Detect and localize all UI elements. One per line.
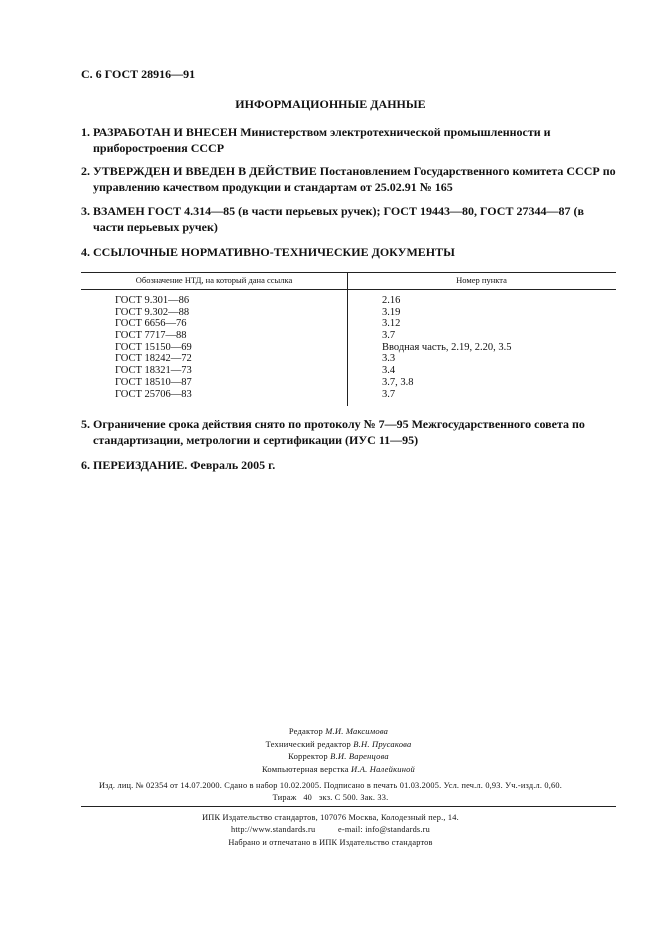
table-cell-clause: 3.12 xyxy=(382,318,401,330)
table-cell-document: ГОСТ 6656—76 xyxy=(115,318,187,330)
item-number: 3. xyxy=(81,204,90,218)
info-item-4 xyxy=(81,244,617,260)
table-cell-clause: 3.3 xyxy=(382,353,396,365)
credits-block xyxy=(0,725,661,775)
item-text: Ограничение срока действия снято по протоколу № 7—95 Межгосударственного совета по стандартизации, метрологии и сертификации (ИУС 11—95) xyxy=(93,417,585,447)
table-cell-clause: 2.16 xyxy=(382,295,401,306)
table-header-clause: Номер пункта xyxy=(456,275,507,285)
table-cell-document: ГОСТ 7717—88 xyxy=(115,330,187,342)
table-column-clauses xyxy=(382,295,512,400)
reference-table xyxy=(81,272,616,406)
publisher-contacts: http://www.standards.ru e-mail: info@standards.ru xyxy=(231,825,430,835)
credit-role: Компьютерная верстка xyxy=(261,763,349,774)
item-number: 4. xyxy=(81,245,90,259)
document-title: ИНФОРМАЦИОННЫЕ ДАННЫЕ xyxy=(235,97,426,111)
item-lead: ВЗАМЕН xyxy=(93,204,145,218)
table-top-rule xyxy=(81,272,616,273)
colophon-divider xyxy=(81,806,616,807)
table-cell-clause: 3.7 xyxy=(382,330,396,342)
table-cell-clause: Вводная часть, 2.19, 2.20, 3.5 xyxy=(382,341,512,353)
credit-role: Технический редактор xyxy=(265,738,351,749)
table-cell-clause: 3.7, 3.8 xyxy=(382,376,414,388)
item-text: Министерством электротехнической промышленности и приборостроения СССР xyxy=(93,125,551,155)
item-number: 5. xyxy=(81,417,90,431)
table-cell-document: ГОСТ 15150—69 xyxy=(115,341,192,353)
item-lead: УТВЕРЖДЕН И ВВЕДЕН В ДЕЙСТВИЕ xyxy=(93,164,317,178)
table-header-document: Обозначение НТД, на который дана ссылка xyxy=(135,275,293,285)
credit-name: В.И. Варенцова xyxy=(330,751,389,761)
publication-info xyxy=(0,780,661,804)
publisher-address: ИПК Издательство стандартов, 107076 Москва, Колодезный пер., 14. xyxy=(202,813,459,822)
item-text: ГОСТ 4.314—85 (в части перьевых ручек); ГОСТ 19443—80, ГОСТ 27344—87 (в части перьевых ручек) xyxy=(93,204,584,234)
credit-role: Редактор xyxy=(288,726,323,736)
info-item-5 xyxy=(81,416,617,448)
table-column-divider xyxy=(347,272,348,406)
table-column-documents xyxy=(115,295,192,400)
item-lead: ССЫЛОЧНЫЕ НОРМАТИВНО-ТЕХНИЧЕСКИЕ ДОКУМЕНТЫ xyxy=(93,245,455,259)
credit-name: М.И. Максимова xyxy=(325,726,389,736)
table-cell-document: ГОСТ 25706—83 xyxy=(115,388,192,400)
credit-name: И.А. Налейкиной xyxy=(351,763,416,774)
item-lead: РАЗРАБОТАН И ВНЕСЕН xyxy=(93,125,238,139)
table-cell-document: ГОСТ 18242—72 xyxy=(115,353,192,365)
table-header-rule xyxy=(81,289,616,290)
credit-line xyxy=(8,725,661,738)
table-cell-clause: 3.19 xyxy=(382,306,401,318)
page-header: С. 6 ГОСТ 28916—91 xyxy=(81,67,196,81)
credit-line xyxy=(8,750,661,763)
info-item-2 xyxy=(81,163,617,195)
table-cell-document: ГОСТ 18321—73 xyxy=(115,365,192,377)
info-item-3 xyxy=(81,203,617,235)
credit-line xyxy=(8,763,661,776)
table-cell-document: ГОСТ 9.302—88 xyxy=(115,306,190,318)
item-number: 1. xyxy=(81,125,90,139)
table-cell-document: ГОСТ 18510—87 xyxy=(115,376,192,388)
printer-line: Набрано и отпечатано в ИПК Издательство стандартов xyxy=(228,837,433,847)
publisher-block xyxy=(0,812,661,849)
table-cell-document: ГОСТ 9.301—86 xyxy=(115,295,190,306)
item-text: Постановлением Государственного комитета СССР по управлению качеством продукции и стандартам от 25.02.91 № 165 xyxy=(93,164,616,194)
print-run-line: Тираж 40 экз. С 500. Зак. 33. xyxy=(272,793,389,802)
item-number: 6. xyxy=(81,458,90,472)
item-number: 2. xyxy=(81,164,90,178)
publication-line: Изд. лиц. № 02354 от 14.07.2000. Сдано в набор 10.02.2005. Подписано в печать 01.03.2005. Усл. печ.л. 0,93. Уч.-изд.л. 0,60. xyxy=(98,781,563,790)
item-lead: ПЕРЕИЗДАНИЕ. xyxy=(93,458,188,472)
table-cell-clause: 3.7 xyxy=(382,388,396,400)
item-text: Февраль 2005 г. xyxy=(187,458,276,472)
credit-line xyxy=(8,738,661,751)
table-cell-clause: 3.4 xyxy=(382,365,396,377)
credit-name: В.Н. Прусакова xyxy=(353,738,412,749)
info-item-6 xyxy=(81,457,617,473)
info-item-1 xyxy=(81,124,617,156)
credit-role: Корректор xyxy=(288,751,328,761)
